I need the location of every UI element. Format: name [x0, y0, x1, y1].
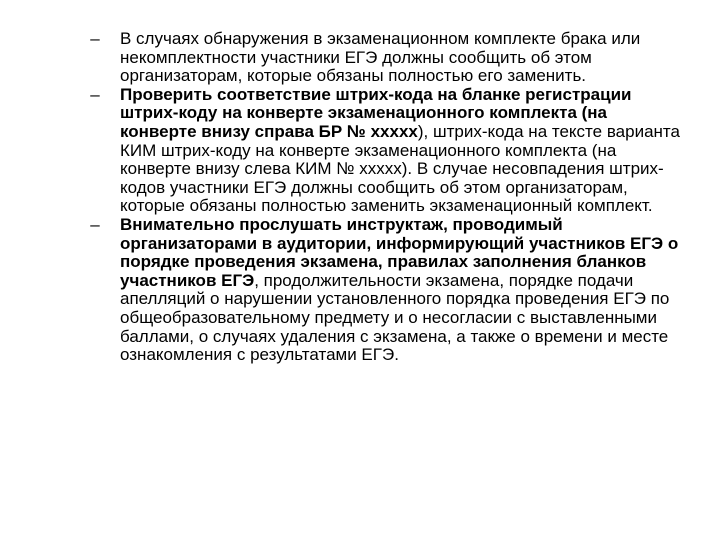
dash-bullet-marker: –	[90, 84, 100, 104]
bullet-bold-lead: Внимательно прослушать инструктаж, проводимый организаторами в аудитории, информирующий участников ЕГЭ о порядке проведения экзамена, правилах заполнения бланков участников ЕГЭ	[120, 214, 679, 290]
bullet-item-briefing	[0, 216, 680, 365]
dash-bullet-marker: –	[90, 29, 100, 48]
bullet-list	[0, 30, 720, 365]
bullet-text: В случаях обнаружения в экзаменационном комплекте брака или некомплектности участники ЕГЭ должны сообщить об этом организаторам, которые обязаны полностью его заменить.	[120, 29, 641, 86]
bullet-text: ), штрих-кода на тексте варианта КИМ штрих-коду на конверте экзаменационного комплекта (на конверте внизу слева КИМ № ххххх). В случае несовпадения штрих-кодов участники ЕГЭ должны сообщить об этом организаторам, которые обязаны полностью заменить экзаменационный комплект.	[120, 121, 680, 216]
dash-bullet-marker: –	[90, 214, 100, 234]
bullet-text: , продолжительности экзамена, порядке подачи апелляций о нарушении установленного порядка проведения ЕГЭ по общеобразовательному предмету и о несогласии с выставленными баллами, о случаях удаления с экзамена, а также о времени и месте ознакомления с результатами ЕГЭ.	[120, 270, 670, 365]
bullet-item-barcode-check	[0, 86, 680, 216]
bullet-item-damaged-kit	[0, 30, 680, 86]
bullet-bold-lead: Проверить соответствие штрих-кода на бланке регистрации штрих-коду на конверте экзаменационного комплекта (на конверте внизу справа БР № ххххх	[120, 84, 632, 141]
